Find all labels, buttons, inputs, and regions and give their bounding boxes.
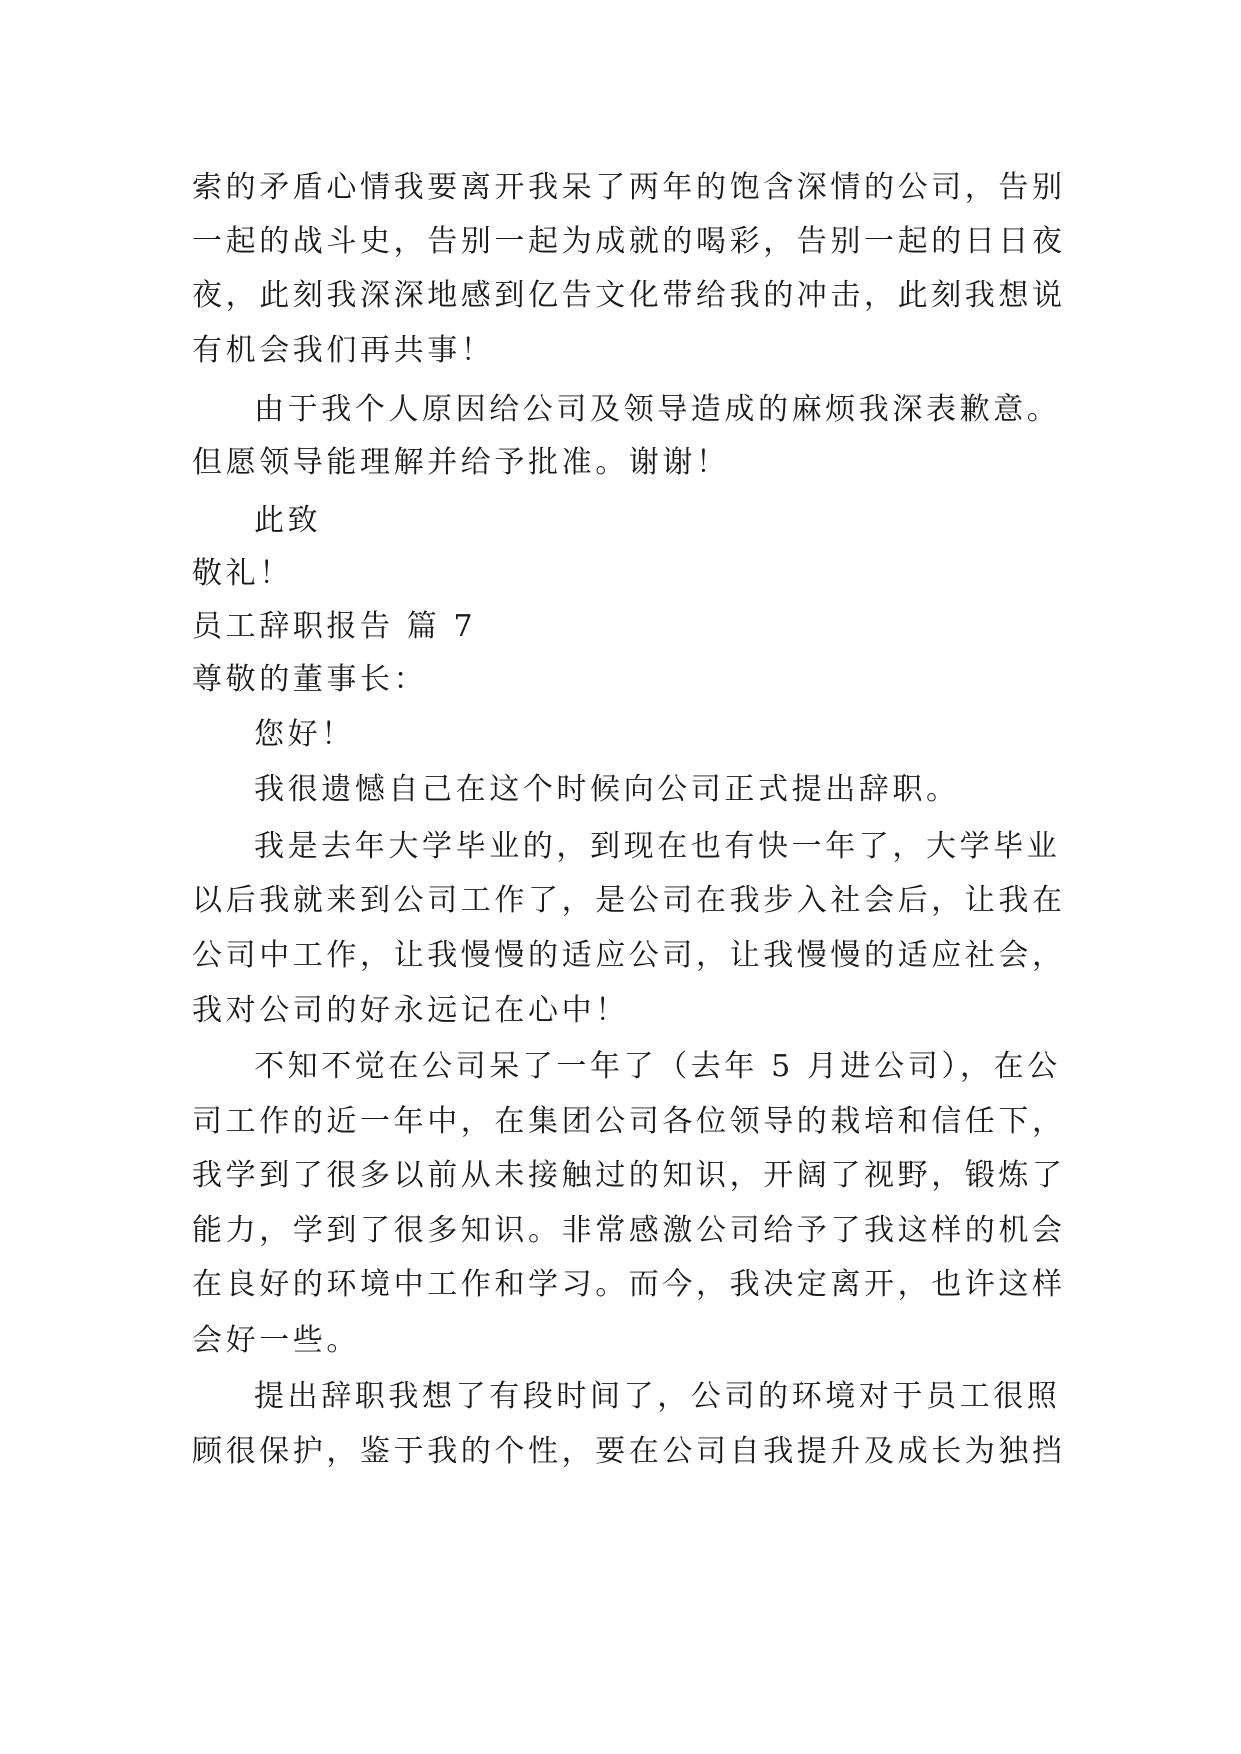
text-line: 但愿领导能理解并给予批准。谢谢！ — [192, 445, 730, 480]
text-line: 夜，此刻我深深地感到亿告文化带给我的冲击，此刻我想说 — [192, 278, 1066, 313]
text-line: 此致 — [254, 503, 322, 538]
text-line: 由于我个人原因给公司及领导造成的麻烦我深表歉意。 — [254, 392, 1061, 427]
text-line: 公司中工作，让我慢慢的适应公司，让我慢慢的适应社会， — [192, 938, 1066, 973]
text-line: 索的矛盾心情我要离开我呆了两年的饱含深情的公司，告别 — [192, 170, 1066, 205]
text-line: 顾很保护，鉴于我的个性，要在公司自我提升及成长为独挡 — [192, 1434, 1066, 1469]
text-line: 有机会我们再共事！ — [192, 333, 495, 368]
greeting: 您好！ — [254, 717, 355, 752]
text-line: 能力，学到了很多知识。非常感激公司给予了我这样的机会 — [192, 1213, 1066, 1248]
text-line: 在良好的环境中工作和学习。而今，我决定离开，也许这样 — [192, 1267, 1066, 1302]
salutation: 尊敬的董事长： — [192, 662, 428, 697]
text-line: 我是去年大学毕业的，到现在也有快一年了，大学毕业 — [254, 829, 1061, 864]
text-line: 我学到了很多以前从未接触过的知识，开阔了视野，锻炼了 — [192, 1158, 1066, 1193]
text-line: 提出辞职我想了有段时间了，公司的环境对于员工很照 — [254, 1379, 1061, 1414]
text-line: 一起的战斗史，告别一起为成就的喝彩，告别一起的日日夜 — [192, 224, 1066, 259]
text-line: 我对公司的好永远记在心中！ — [192, 993, 629, 1028]
text-line: 以后我就来到公司工作了，是公司在我步入社会后，让我在 — [192, 883, 1066, 918]
text-line: 我很遗憾自己在这个时候向公司正式提出辞职。 — [254, 772, 960, 807]
text-line: 会好一些。 — [192, 1323, 360, 1358]
section-heading: 员工辞职报告 篇 7 — [192, 609, 477, 644]
text-line: 不知不觉在公司呆了一年了（去年 5 月进公司），在公 — [254, 1049, 1061, 1084]
text-line: 司工作的近一年中，在集团公司各位领导的栽培和信任下， — [192, 1104, 1066, 1139]
text-line: 敬礼！ — [192, 556, 293, 591]
